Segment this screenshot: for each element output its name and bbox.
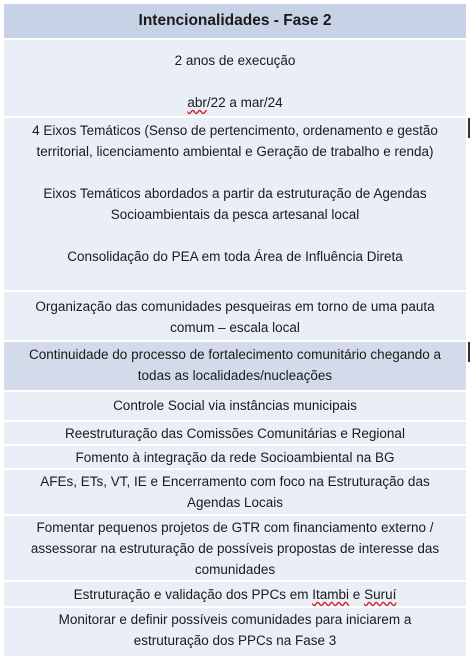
period-start: abr [187, 95, 207, 110]
list-item: Monitorar e definir possíveis comunidades para iniciarem a estruturação dos PPCs na Fase 3 [4, 608, 466, 656]
period-end: /22 a mar/24 [206, 95, 283, 110]
ppcs-cell [4, 582, 466, 606]
list-item: Reestruturação das Comissões Comunitárias e Regional [4, 422, 466, 444]
ppcs-location-1: Itambi [312, 587, 350, 602]
list-item: Consolidação do PEA em toda Área de Influência Direta [4, 240, 466, 290]
list-item: Continuidade do processo de fortalecimento comunitário chegando a todas as localidades/nucleações [4, 342, 466, 390]
ppcs-text: Estruturação e validação dos PPCs em [73, 587, 313, 602]
period-text [4, 92, 466, 113]
list-item: Fomentar pequenos projetos de GTR com financiamento externo / assessorar na estruturação de possíveis propostas de interesse das comunidades [4, 516, 466, 580]
list-item: AFEs, ETs, VT, IE e Encerramento com foco na Estruturação das Agendas Locais [4, 470, 466, 514]
list-item: Organização das comunidades pesqueiras em torno de uma pauta comum – escala local [4, 292, 466, 340]
ppcs-connector: e [349, 587, 365, 602]
table-title: Intencionalidades - Fase 2 [4, 4, 466, 38]
eixos-agendas: Eixos Temáticos abordados a partir da estruturação de Agendas Socioambientais da pesca artesanal local [43, 186, 427, 222]
duration-text: 2 anos de execução [174, 53, 296, 68]
duration-cell [4, 40, 466, 116]
ppcs-location-2: Suruí [364, 587, 397, 602]
list-item: Fomento à integração da rede Socioambiental na BG [4, 446, 466, 468]
eixos-list: 4 Eixos Temáticos (Senso de pertencimento, ordenamento e gestão territorial, licenciamento ambiental e Geração de trabalho e renda) [32, 123, 438, 159]
list-item: Controle Social via instâncias municipais [4, 392, 466, 420]
eixos-cell [4, 118, 466, 260]
